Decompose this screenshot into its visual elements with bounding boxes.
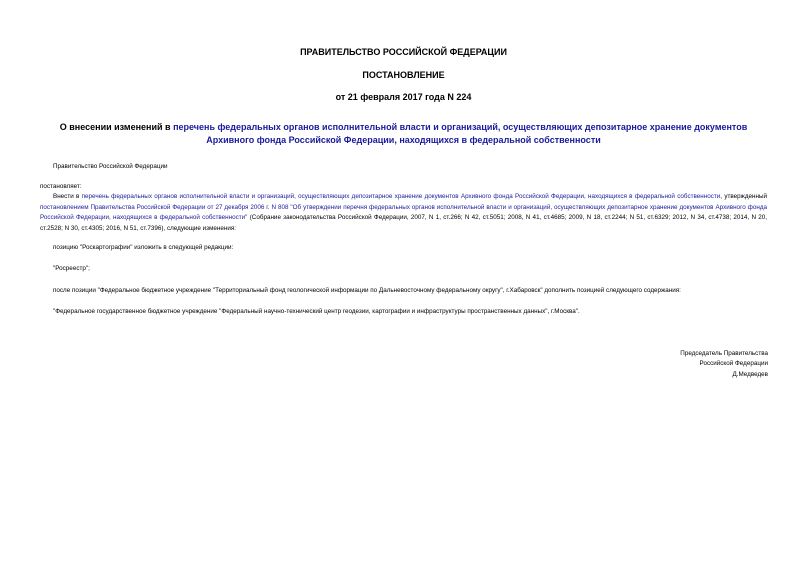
document-kind-heading: ПОСТАНОВЛЕНИЕ [362,70,445,80]
document-title [40,121,767,147]
amendment-paragraph [40,192,767,234]
list-link[interactable]: перечень федеральных органов исполнительной власти и организаций, осуществляющих депозитарное хранение документов Архивного фонда Российской Федерации, находящихся в федеральной собственности [81,193,721,200]
government-heading: ПРАВИТЕЛЬСТВО РОССИЙСКОЙ ФЕДЕРАЦИИ [300,47,507,57]
signature-org: Российской Федерации [699,360,768,367]
signature-name: Д.Медведев [732,371,768,378]
decides-line: постановляет: [40,183,82,190]
rosreestr-paragraph: "Росреестр"; [53,265,90,272]
amendment-prefix: Внести в [53,193,82,200]
amendment-mid: , утвержденный [720,193,768,200]
after-position-paragraph: после позиции "Федеральное бюджетное учреждение "Территориальный фонд геологической информации по Дальневосточному федеральному округу", г.Хабаровск" дополнить позицией следующего содержания: [53,287,681,294]
new-position-paragraph: "Федеральное государственное бюджетное учреждение "Федеральный научно-технический центр геодезии, картографии и инфраструктуры пространственных данных", г.Москва". [53,308,580,315]
signature-title: Председатель Правительства [680,350,768,357]
title-prefix: О внесении изменений в [59,122,174,132]
title-link[interactable]: перечень федеральных органов исполнительной власти и организаций, осуществляющих депозитарное хранение документов Архивного фонда Российской Федерации, находящихся в федеральной собственности [173,122,748,145]
resolution-link[interactable]: постановлением Правительства Российской Федерации от 27 декабря 2006 г. N 808 "Об утверждении перечня федеральных органов исполнительной власти и организаций, осуществляющих депозитарное хранение документов Архивного фонда Российской Федерации, находящихся в федеральной собственности" [40,203,767,222]
document-date-number: от 21 февраля 2017 года N 224 [335,92,472,102]
amendment-suffix: (Собрание законодательства Российской Федерации, 2007, N 1, ст.266; N 42, ст.5051; 2008, N 41, ст.4685; 2009, N 18, ст.2244; N 51, ст.6329; 2012, N 34, ст.4738; 2014, N 20, ст.2528; N 30, ст.4305; 2016, N 51, ст.7396), следующие изменения: [40,214,768,232]
position-paragraph: позицию "Роскартографии" изложить в следующей редакции: [53,244,234,251]
government-line: Правительство Российской Федерации [53,163,168,170]
